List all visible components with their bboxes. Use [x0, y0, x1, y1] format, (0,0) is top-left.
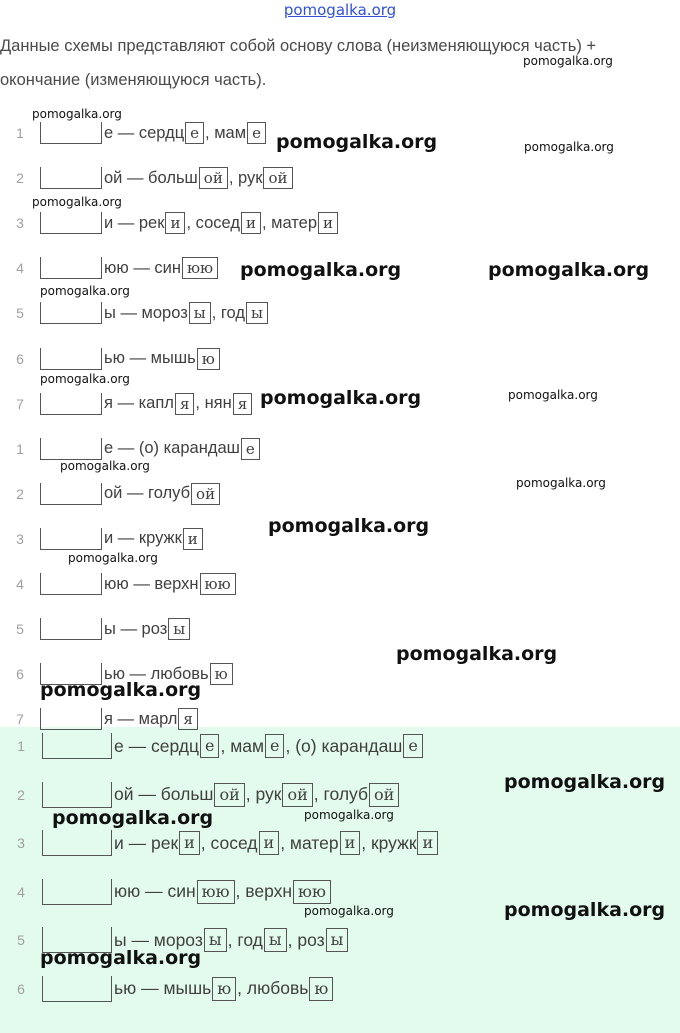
watermark: pomogalka.org: [40, 372, 130, 386]
row-number: 5: [16, 305, 24, 322]
ending-box: я: [233, 393, 252, 415]
stem-bracket: [40, 438, 102, 460]
ending-and-word: ью — мышь: [104, 349, 196, 367]
ending-box: юю: [197, 880, 235, 904]
ending-box: я: [178, 708, 197, 730]
stem-bracket: [40, 483, 102, 505]
ending-box: е: [265, 734, 284, 758]
scheme-row: [0, 208, 339, 238]
ending-and-word: ой — больш: [114, 784, 214, 804]
watermark: pomogalka.org: [32, 107, 122, 121]
scheme-row: [0, 389, 253, 419]
word-stem: , любовь: [237, 978, 309, 998]
stem-bracket: [40, 348, 102, 370]
word-stem: , рук: [228, 168, 263, 187]
watermark: pomogalka.org: [524, 140, 614, 154]
ending-box: ой: [214, 783, 244, 807]
watermark: pomogalka.org: [32, 195, 122, 209]
stem-bracket: [42, 976, 112, 1002]
row-number: 5: [17, 932, 25, 948]
scheme-row: [0, 253, 219, 283]
intro-text: Данные схемы представляют собой основу слова (неизменяющуюся часть) + окончание (изменяющуюся часть).: [0, 37, 597, 89]
word-stem: , мам: [220, 735, 265, 756]
ending-box: ы: [264, 928, 287, 952]
row-number: 4: [16, 576, 24, 592]
ending-box: и: [241, 212, 261, 234]
ending-and-word: и — рек: [114, 832, 179, 853]
ending-box: ы: [189, 302, 211, 324]
row-number: 3: [16, 530, 24, 547]
ending-and-word: ы — мороз: [104, 303, 188, 322]
ending-and-word: юю — верхн: [104, 574, 199, 593]
row-number: 2: [16, 485, 24, 502]
watermark: pomogalka.org: [40, 679, 202, 701]
ending-and-word: ы — мороз: [114, 929, 203, 950]
stem-bracket: [40, 528, 102, 550]
watermark: pomogalka.org: [240, 259, 402, 281]
ending-and-word: ью — мышь: [114, 978, 212, 998]
word-stem: , (о) карандаш: [285, 735, 403, 756]
word-stem: , кружк: [361, 832, 417, 853]
site-watermark-top[interactable]: pomogalka.org: [283, 1, 397, 19]
ending-box: и: [318, 212, 338, 234]
ending-box: ю: [212, 977, 236, 1001]
stem-bracket: [40, 122, 102, 144]
row-number: 5: [16, 621, 24, 638]
ending-box: ой: [191, 483, 220, 505]
stem-bracket: [40, 708, 102, 730]
watermark: pomogalka.org: [268, 515, 430, 537]
stem-bracket: [40, 167, 102, 189]
row-number: 1: [17, 738, 25, 754]
row-number: 6: [16, 666, 24, 683]
ending-and-word: юю — син: [104, 258, 181, 277]
row-number: 6: [17, 980, 25, 997]
ending-box: ой: [282, 783, 312, 807]
scheme-row: [0, 974, 334, 1004]
ending-and-word: и — кружк: [104, 529, 182, 548]
watermark: pomogalka.org: [304, 808, 394, 822]
scheme-row: [0, 118, 267, 148]
word-stem: , голуб: [313, 784, 369, 804]
row-number: 3: [16, 215, 24, 232]
ending-box: и: [259, 831, 280, 855]
watermark: pomogalka.org: [504, 899, 666, 921]
ending-box: ой: [263, 167, 292, 189]
scheme-row: [0, 704, 199, 734]
word-stem: , матер: [261, 213, 318, 232]
word-stem: , сосед: [200, 832, 258, 853]
stem-bracket: [42, 733, 112, 759]
row-number: 6: [16, 350, 24, 367]
watermark: pomogalka.org: [516, 476, 606, 490]
row-number: 7: [16, 395, 24, 412]
word-stem: , рук: [245, 784, 282, 804]
scheme-row: [0, 731, 424, 761]
ending-and-word: ы — роз: [104, 619, 168, 638]
ending-box: е: [200, 734, 219, 758]
watermark: pomogalka.org: [304, 904, 394, 918]
row-number: 7: [16, 711, 24, 728]
word-stem: , год: [227, 929, 263, 950]
ending-box: ой: [369, 783, 399, 807]
ending-box: е: [185, 122, 204, 144]
scheme-row: [0, 614, 191, 644]
row-number: 4: [17, 883, 25, 900]
scheme-row: [0, 877, 332, 907]
ending-box: е: [403, 734, 422, 758]
stem-bracket: [42, 782, 112, 808]
watermark: pomogalka.org: [40, 284, 130, 298]
stem-bracket: [42, 879, 112, 905]
stem-bracket: [40, 618, 102, 640]
scheme-row: [0, 524, 204, 554]
ending-box: и: [183, 528, 203, 550]
word-stem: , матер: [280, 832, 339, 853]
ending-box: и: [340, 831, 361, 855]
row-number: 3: [17, 835, 25, 851]
ending-and-word: ью — любовь: [104, 664, 209, 683]
scheme-row: [0, 828, 439, 858]
row-number: 2: [16, 170, 24, 187]
ending-box: ы: [168, 618, 190, 640]
ending-and-word: я — капл: [104, 394, 174, 413]
ending-box: ой: [199, 167, 228, 189]
watermark: pomogalka.org: [523, 54, 613, 68]
ending-and-word: и — рек: [104, 213, 165, 232]
ending-box: и: [165, 212, 185, 234]
ending-box: ю: [197, 348, 220, 370]
scheme-row: [0, 163, 294, 193]
watermark: pomogalka.org: [260, 387, 422, 409]
word-stem: , сосед: [186, 213, 240, 232]
watermark: pomogalka.org: [508, 388, 598, 402]
ending-box: ю: [210, 663, 233, 685]
ending-box: юю: [293, 880, 331, 904]
word-stem: , мам: [205, 123, 247, 142]
word-stem: , нян: [195, 394, 232, 413]
row-number: 4: [16, 260, 24, 277]
ending-and-word: е — (о) карандаш: [104, 439, 240, 458]
row-number: 1: [16, 440, 24, 457]
word-stem: , роз: [287, 929, 325, 950]
ending-and-word: е — сердц: [104, 123, 185, 142]
ending-box: юю: [182, 257, 218, 279]
scheme-row: [0, 479, 221, 509]
ending-box: е: [247, 122, 266, 144]
watermark: pomogalka.org: [40, 947, 202, 969]
stem-bracket: [40, 573, 102, 595]
ending-box: и: [417, 831, 438, 855]
ending-box: юю: [200, 573, 236, 595]
watermark: pomogalka.org: [52, 807, 214, 829]
watermark: pomogalka.org: [396, 643, 558, 665]
ending-and-word: ой — больш: [104, 168, 198, 187]
ending-box: ы: [246, 302, 268, 324]
stem-bracket: [40, 302, 102, 324]
stem-bracket: [40, 257, 102, 279]
ending-box: ы: [204, 928, 227, 952]
ending-box: и: [179, 831, 200, 855]
watermark: pomogalka.org: [68, 551, 158, 565]
ending-and-word: юю — син: [114, 881, 196, 901]
row-number: 1: [16, 125, 24, 141]
ending-and-word: я — марл: [104, 709, 178, 728]
watermark: pomogalka.org: [504, 771, 666, 793]
row-number: 2: [17, 786, 25, 803]
scheme-row: [0, 780, 400, 810]
ending-box: ы: [326, 928, 349, 952]
ending-and-word: ой — голуб: [104, 484, 191, 503]
watermark: pomogalka.org: [60, 459, 150, 473]
ending-box: я: [175, 393, 194, 415]
ending-box: ю: [309, 977, 333, 1001]
scheme-row: [0, 569, 237, 599]
watermark: pomogalka.org: [488, 259, 650, 281]
ending-box: е: [241, 438, 260, 460]
stem-bracket: [42, 830, 112, 856]
stem-bracket: [40, 212, 102, 234]
word-stem: , верхн: [235, 881, 293, 901]
watermark: pomogalka.org: [276, 131, 438, 153]
scheme-row: [0, 344, 221, 374]
word-stem: , год: [211, 303, 246, 322]
scheme-row: [0, 298, 269, 328]
ending-and-word: е — сердц: [114, 735, 200, 756]
stem-bracket: [40, 393, 102, 415]
